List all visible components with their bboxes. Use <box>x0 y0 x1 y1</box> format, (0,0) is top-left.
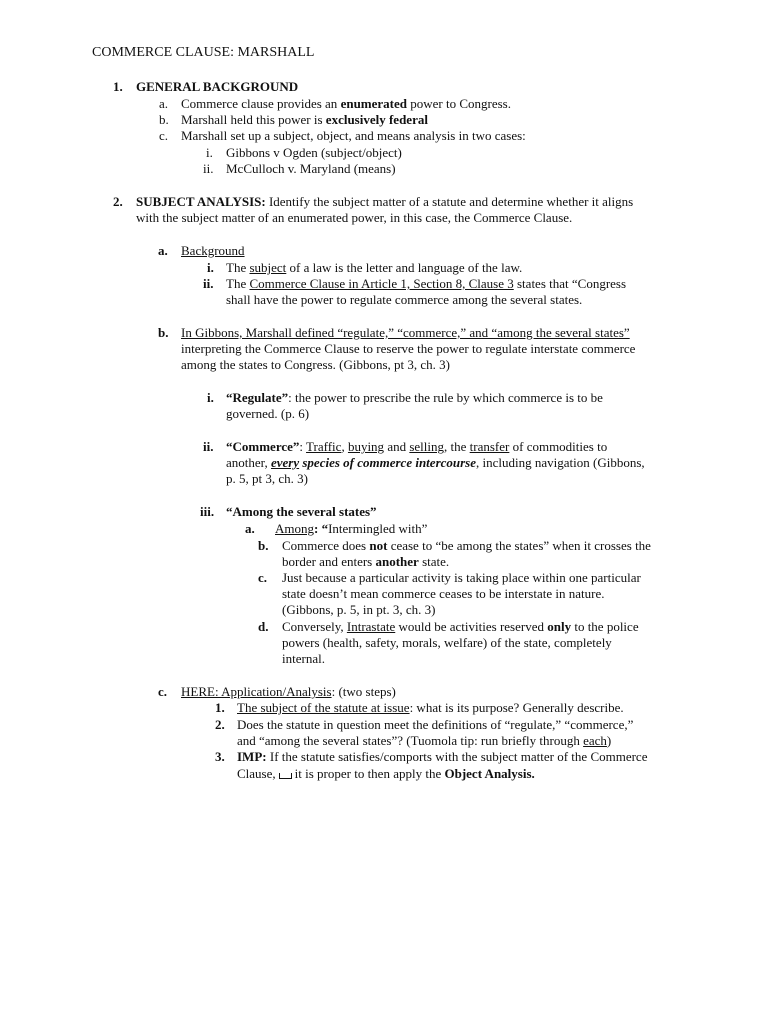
page-title: COMMERCE CLAUSE: MARSHALL <box>92 45 315 60</box>
text: , the <box>444 439 470 454</box>
underlined-term: The subject of the statute at issue <box>237 700 410 715</box>
text: Commerce does <box>282 538 370 553</box>
section-2-intro-line2: with the subject matter of an enumerated power, in this case, the Commerce Clause. <box>136 210 573 225</box>
underlined-term: subject <box>249 260 287 275</box>
text: it is proper to then apply the <box>294 766 445 781</box>
list-marker: a. <box>159 96 169 111</box>
list-marker: b. <box>159 112 169 127</box>
s2c-heading <box>181 684 396 700</box>
text: : what is its purpose? Generally describe. <box>409 700 624 715</box>
s2a-heading: Background <box>181 243 245 258</box>
defined-term: “Commerce” <box>226 439 300 454</box>
s2b-item-ii-line3: p. 5, pt 3, ch. 3) <box>226 471 308 486</box>
list-marker: a. <box>245 521 255 536</box>
s2b-item-iii: “Among the several states” <box>226 504 377 519</box>
text: “ <box>321 521 329 536</box>
section-1-number: 1. <box>113 79 123 94</box>
s2b-iii-c: Just because a particular activity is taking place within one particular <box>282 570 641 585</box>
s1-item-a <box>181 96 511 112</box>
list-marker: 2. <box>215 717 225 732</box>
s1-item-c-ii: McCulloch v. Maryland (means) <box>226 161 396 176</box>
s2c-step-2: Does the statute in question meet the definitions of “regulate,” “commerce,” <box>237 717 634 732</box>
underlined-term: selling <box>409 439 445 454</box>
s2b-line1: In Gibbons, Marshall defined “regulate,” “commerce,” and “among the several states” <box>181 325 630 340</box>
s2b-iii-b-line2 <box>282 554 449 570</box>
emphasis: every <box>270 455 300 470</box>
underlined-term: HERE: Application/Analysis <box>181 684 332 699</box>
list-marker: ii. <box>203 439 214 454</box>
text: If the statute satisfies/comports with the subject matter of the Commerce <box>266 749 648 764</box>
text: Identify the subject matter of a statute and determine whether it aligns <box>265 194 634 209</box>
section-1-heading: GENERAL BACKGROUND <box>136 79 299 94</box>
list-marker: b. <box>158 325 169 340</box>
emphasis: enumerated <box>340 96 407 111</box>
underlined-term: each <box>583 733 607 748</box>
s2b-iii-d-line3: internal. <box>282 651 325 666</box>
emphasis: another <box>375 554 419 569</box>
text: of a law is the letter and language of the law. <box>286 260 523 275</box>
text: and “among the several states”? (Tuomola tip: run briefly through <box>237 733 584 748</box>
text: Conversely, <box>282 619 347 634</box>
s1-item-c-i: Gibbons v Ogden (subject/object) <box>226 145 402 160</box>
text: The <box>226 260 250 275</box>
list-marker: iii. <box>200 504 215 519</box>
s2b-iii-c-line2: state doesn’t mean commerce ceases to be interstate in nature. <box>282 586 605 601</box>
s2a-item-ii <box>226 276 626 292</box>
list-marker: 1. <box>215 700 225 715</box>
text: cease to “be among the states” when it crosses the <box>387 538 651 553</box>
emphasis: only <box>547 619 572 634</box>
s2a-item-ii-line2: shall have the power to regulate commerce among the several states. <box>226 292 583 307</box>
text: , <box>341 439 348 454</box>
emphasis: IMP: <box>237 749 267 764</box>
underlined-term: Intrastate <box>346 619 396 634</box>
text: ) <box>606 733 612 748</box>
s2c-step-2-line2 <box>237 733 611 749</box>
underlined-term: buying <box>347 439 385 454</box>
defined-term: “Regulate” <box>226 390 289 405</box>
section-2-number: 2. <box>113 194 123 209</box>
text: Commerce clause provides an <box>181 96 341 111</box>
underlined-term: Commerce Clause in Article 1, Section 8, Clause 3 <box>249 276 514 291</box>
list-marker: 3. <box>215 749 225 764</box>
emphasis: not <box>369 538 388 553</box>
text: The <box>226 276 250 291</box>
text: Marshall held this power is <box>181 112 326 127</box>
emphasis: species of commerce intercourse <box>299 455 477 470</box>
text: border and enters <box>282 554 376 569</box>
list-marker: c. <box>158 684 168 699</box>
s2b-iii-d <box>282 619 639 635</box>
list-marker: a. <box>158 243 168 258</box>
text: states that “Congress <box>513 276 627 291</box>
section-2-intro <box>136 194 633 210</box>
list-marker: i. <box>206 145 213 160</box>
s2b-line2: interpreting the Commerce Clause to reserve the power to regulate interstate commerce <box>181 341 636 356</box>
text: of commodities to <box>509 439 608 454</box>
list-marker: ii. <box>203 161 214 176</box>
text: Intermingled with” <box>328 521 428 536</box>
s2b-item-ii <box>226 439 607 455</box>
s2a-item-i <box>226 260 522 276</box>
text: and <box>384 439 410 454</box>
list-marker: b. <box>258 538 269 553</box>
list-marker: d. <box>258 619 269 634</box>
text: power to Congress. <box>407 96 511 111</box>
text: to the police <box>571 619 639 634</box>
emphasis: exclusively federal <box>325 112 428 127</box>
s2c-step-1 <box>237 700 624 716</box>
underlined-term: Traffic <box>306 439 342 454</box>
text: Clause, <box>237 766 276 781</box>
text: another, <box>226 455 271 470</box>
text: : <box>299 439 307 454</box>
placeholder-glyph-icon <box>279 773 292 779</box>
text: : (two steps) <box>331 684 396 699</box>
section-2-heading: SUBJECT ANALYSIS: <box>136 194 266 209</box>
text: state. <box>418 554 450 569</box>
emphasis: Object Analysis. <box>444 766 535 781</box>
underlined-term: Among <box>275 521 314 536</box>
list-marker: i. <box>207 390 214 405</box>
s2b-iii-a <box>275 521 427 537</box>
text: : <box>314 521 322 536</box>
list-marker: c. <box>258 570 268 585</box>
underlined-term: transfer <box>469 439 510 454</box>
s2b-iii-b <box>282 538 651 554</box>
list-marker: ii. <box>203 276 214 291</box>
s2b-iii-c-line3: (Gibbons, p. 5, in pt. 3, ch. 3) <box>282 602 436 617</box>
s2b-item-ii-line2 <box>226 455 645 471</box>
s2b-item-i <box>226 390 603 406</box>
s2b-item-i-line2: governed. (p. 6) <box>226 406 310 421</box>
s2b-iii-d-line2: powers (health, safety, morals, welfare) of the state, completely <box>282 635 612 650</box>
text: would be activities reserved <box>395 619 548 634</box>
s2c-step-3 <box>237 749 647 765</box>
text: : the power to prescribe the rule by which commerce is to be <box>288 390 603 405</box>
text: , including navigation (Gibbons, <box>476 455 645 470</box>
s2b-line3: among the states to Congress. (Gibbons, pt 3, ch. 3) <box>181 357 450 372</box>
s1-item-b <box>181 112 428 128</box>
s2c-step-3-line2 <box>237 766 535 782</box>
s1-item-c: Marshall set up a subject, object, and means analysis in two cases: <box>181 128 526 143</box>
list-marker: c. <box>159 128 169 143</box>
list-marker: i. <box>207 260 214 275</box>
